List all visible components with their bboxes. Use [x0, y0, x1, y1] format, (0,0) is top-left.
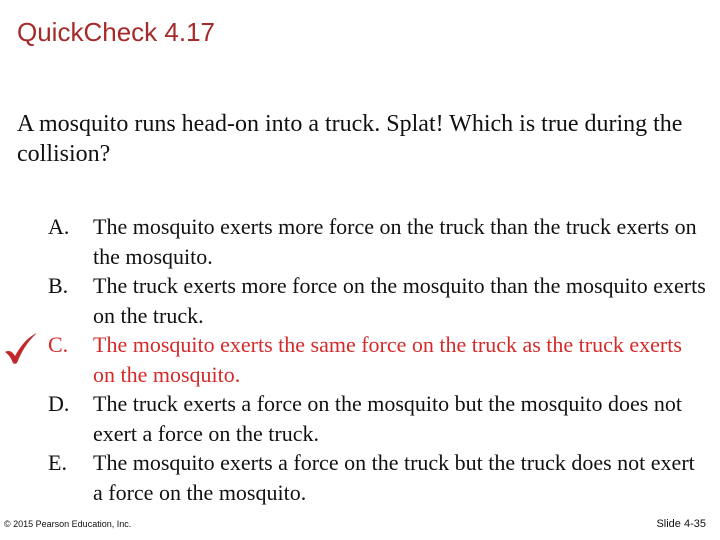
- choice-b: [48, 271, 708, 330]
- copyright-text: © 2015 Pearson Education, Inc.: [4, 519, 132, 529]
- choice-e: [48, 448, 708, 507]
- choice-letter: E.: [48, 450, 67, 475]
- choice-d: [48, 389, 708, 448]
- choice-text: The mosquito exerts a force on the truck but the truck does not exert a force on the mosquito.: [93, 450, 695, 505]
- choice-letter: D.: [48, 391, 70, 416]
- choice-text: The truck exerts more force on the mosquito than the mosquito exerts on the truck.: [93, 273, 706, 328]
- checkmark-icon: [3, 330, 39, 366]
- choice-letter: C.: [48, 332, 69, 357]
- choice-letter: A.: [48, 214, 70, 239]
- choice-c-correct: [48, 330, 708, 389]
- choice-text: The mosquito exerts more force on the truck than the truck exerts on the mosquito.: [93, 214, 697, 269]
- question-text: A mosquito runs head-on into a truck. Splat! Which is true during the collision?: [17, 111, 683, 167]
- choice-letter: B.: [48, 273, 69, 298]
- slide-number: Slide 4-35: [656, 518, 706, 530]
- choice-a: [48, 212, 708, 271]
- slide-title: QuickCheck 4.17: [17, 17, 215, 47]
- answer-choices: [48, 212, 708, 507]
- choice-text: The mosquito exerts the same force on the truck as the truck exerts on the mosquito.: [93, 332, 682, 387]
- choice-text: The truck exerts a force on the mosquito but the mosquito does not exert a force on the truck.: [93, 391, 682, 446]
